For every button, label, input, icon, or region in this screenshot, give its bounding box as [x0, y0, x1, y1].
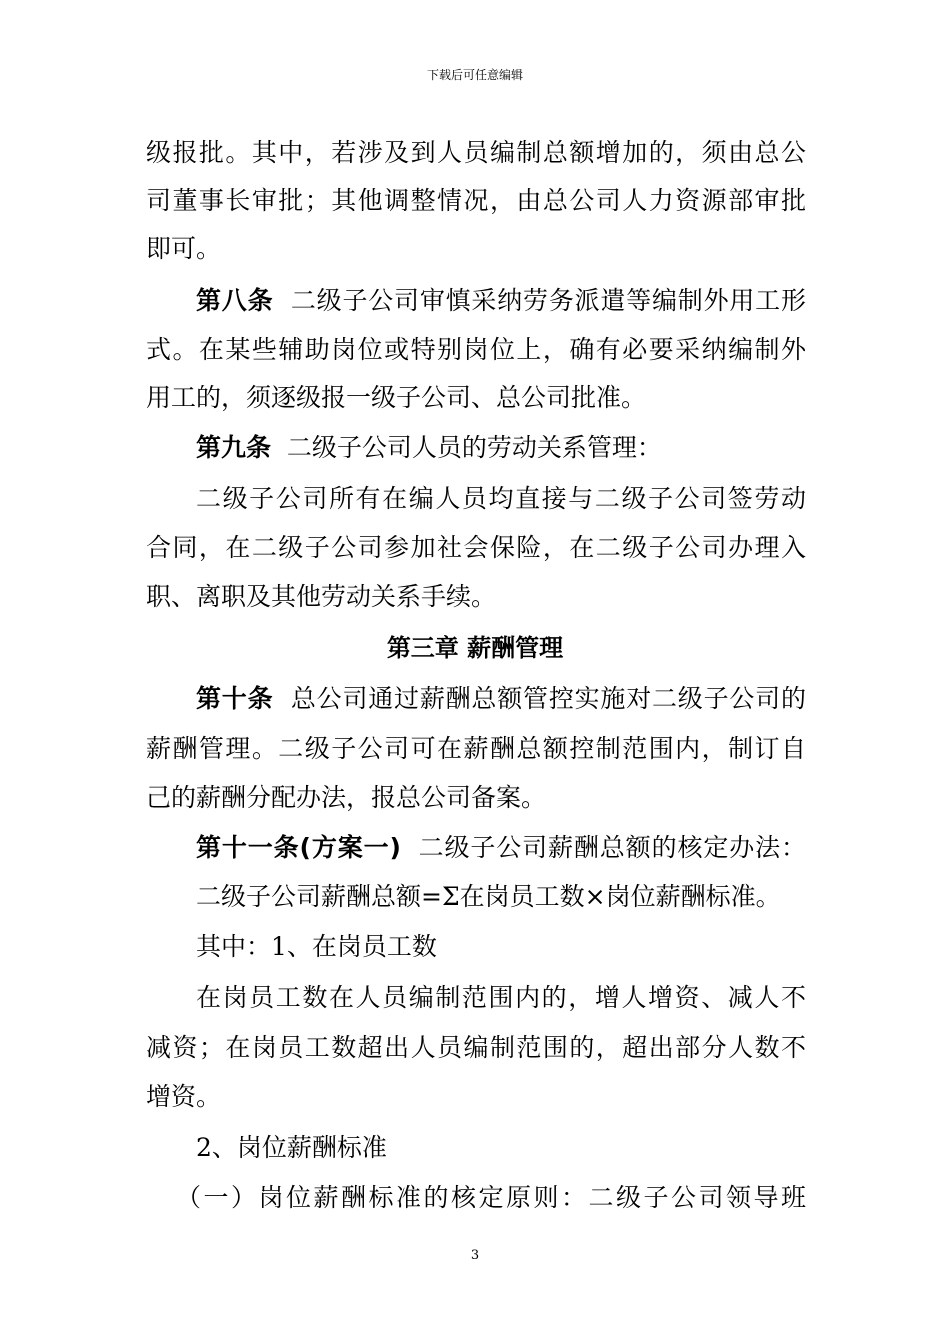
article-8-text: 二级子公司审慎采纳劳务派遣等编制外用工形 — [290, 286, 806, 315]
article-11-heading: 第十一条(方案一) — [196, 833, 401, 862]
article-11-text: 二级子公司薪酬总额的核定办法： — [418, 833, 806, 862]
chapter-title: 第三章 薪酬管理 — [386, 634, 564, 662]
body-line: 二级子公司所有在编人员均直接与二级子公司签劳动 — [196, 484, 806, 513]
article-9-first-line — [196, 433, 806, 463]
article-8-heading: 第八条 — [196, 286, 274, 315]
body-line: 己的薪酬分配办法，报总公司备案。 — [146, 783, 547, 812]
article-9-text: 二级子公司人员的劳动关系管理： — [286, 433, 662, 462]
page-number: 3 — [470, 1248, 480, 1263]
body-line: 增资。 — [146, 1082, 222, 1111]
body-line: 用工的，须逐级报一级子公司、总公司批准。 — [146, 383, 647, 412]
list-item: 2、岗位薪酬标准 — [196, 1133, 387, 1162]
body-line: 合同，在二级子公司参加社会保险，在二级子公司办理入 — [146, 533, 806, 562]
body-line: 在岗员工数在人员编制范围内的，增人增资、减人不 — [196, 983, 806, 1012]
body-line: 即可。 — [146, 234, 222, 263]
body-line: 减资；在岗员工数超出人员编制范围的，超出部分人数不 — [146, 1033, 806, 1062]
article-8-first-line — [196, 286, 806, 316]
formula-line: 二级子公司薪酬总额=Σ在岗员工数×岗位薪酬标准。 — [196, 882, 781, 911]
body-line: 级报批。其中，若涉及到人员编制总额增加的，须由总公 — [146, 138, 806, 167]
body-line: 式。在某些辅助岗位或特别岗位上，确有必要采纳编制外 — [146, 335, 806, 364]
body-line: 薪酬管理。二级子公司可在薪酬总额控制范围内，制订自 — [146, 734, 806, 763]
article-10-text: 总公司通过薪酬总额管控实施对二级子公司的 — [290, 684, 806, 713]
body-line: （一）岗位薪酬标准的核定原则：二级子公司领导班 — [176, 1183, 806, 1212]
article-10-first-line — [196, 684, 806, 714]
article-11-first-line — [196, 833, 806, 863]
article-9-heading: 第九条 — [196, 433, 272, 462]
page-header: 下载后可任意编辑 — [426, 68, 523, 82]
list-item: 其中：1、在岗员工数 — [196, 932, 437, 961]
article-10-heading: 第十条 — [196, 684, 274, 713]
body-line: 职、离职及其他劳动关系手续。 — [146, 582, 497, 611]
body-line: 司董事长审批；其他调整情况，由总公司人力资源部审批 — [146, 186, 806, 215]
